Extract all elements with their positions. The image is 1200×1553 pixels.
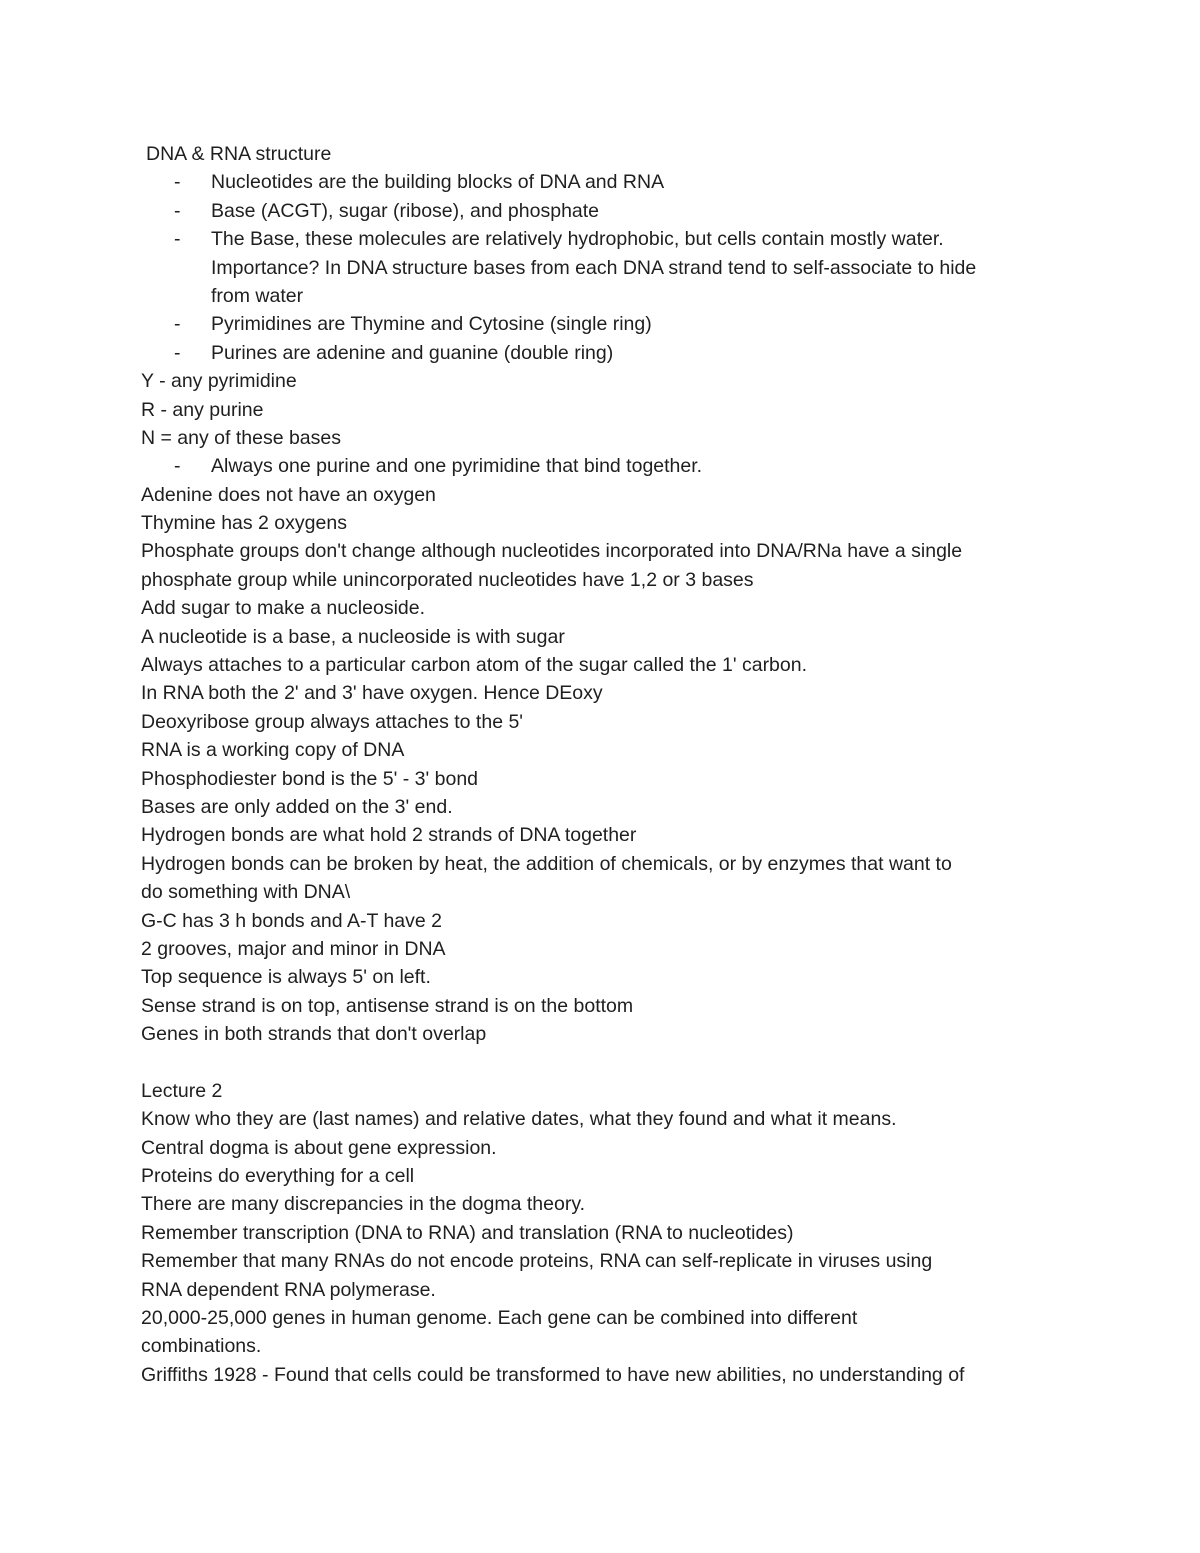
- bullet-continuation: Importance? In DNA structure bases from each DNA strand tend to self-associate to hide: [211, 256, 977, 279]
- dash-marker: -: [174, 341, 181, 364]
- dash-marker: -: [174, 199, 181, 222]
- text-line: N = any of these bases: [141, 426, 341, 449]
- text-line: In RNA both the 2' and 3' have oxygen. Hence DEoxy: [141, 682, 603, 705]
- text-line: Bases are only added on the 3' end.: [141, 795, 453, 818]
- bullet-item: [141, 339, 1071, 367]
- text-line: Adenine does not have an oxygen: [141, 483, 436, 506]
- text-line: R - any purine: [141, 398, 264, 421]
- text-line: combinations.: [141, 1335, 262, 1358]
- text-line: do something with DNA\: [141, 881, 351, 904]
- bullet-item: [141, 310, 1071, 338]
- text-line: Remember transcription (DNA to RNA) and translation (RNA to nucleotides): [141, 1221, 794, 1244]
- dash-marker: -: [174, 455, 181, 478]
- bullet-item: [141, 225, 1071, 253]
- text-line: Thymine has 2 oxygens: [141, 512, 347, 535]
- dash-marker: -: [174, 228, 181, 251]
- document-body: [141, 140, 1071, 1389]
- text-line: There are many discrepancies in the dogma theory.: [141, 1193, 586, 1216]
- text-line: Proteins do everything for a cell: [141, 1165, 415, 1188]
- text-line: Genes in both strands that don't overlap: [141, 1023, 487, 1046]
- text-line: Y - any pyrimidine: [141, 370, 297, 393]
- text-line: Remember that many RNAs do not encode proteins, RNA can self-replicate in viruses using: [141, 1250, 933, 1273]
- bullet-continuation: from water: [211, 284, 304, 307]
- section-title: DNA & RNA structure: [146, 143, 332, 165]
- text-line: Sense strand is on top, antisense strand is on the bottom: [141, 994, 634, 1017]
- text-line: Phosphodiester bond is the 5' - 3' bond: [141, 767, 479, 790]
- text-line: A nucleotide is a base, a nucleoside is with sugar: [141, 625, 565, 648]
- text-line: Always attaches to a particular carbon atom of the sugar called the 1' carbon.: [141, 654, 808, 677]
- text-line: G-C has 3 h bonds and A-T have 2: [141, 909, 442, 932]
- text-line: Hydrogen bonds can be broken by heat, the addition of chemicals, or by enzymes that want to: [141, 852, 952, 875]
- text-line: Top sequence is always 5' on left.: [141, 966, 431, 989]
- dash-marker: -: [174, 171, 181, 194]
- bullet-item: [141, 197, 1071, 225]
- blank-line: [141, 1049, 1071, 1077]
- bullet-text: The Base, these molecules are relatively hydrophobic, but cells contain mostly water.: [211, 228, 944, 251]
- text-line: Add sugar to make a nucleoside.: [141, 597, 426, 620]
- bullet-text: Base (ACGT), sugar (ribose), and phosphate: [211, 199, 600, 222]
- bullet-text: Purines are adenine and guanine (double ring): [211, 341, 614, 364]
- bullet-text: Pyrimidines are Thymine and Cytosine (single ring): [211, 313, 652, 336]
- text-line: Phosphate groups don't change although nucleotides incorporated into DNA/RNa have a single: [141, 540, 963, 563]
- bullet-text: Nucleotides are the building blocks of DNA and RNA: [211, 171, 665, 194]
- bullet-text: Always one purine and one pyrimidine that bind together.: [211, 455, 703, 478]
- text-line: 20,000-25,000 genes in human genome. Each gene can be combined into different: [141, 1307, 858, 1330]
- bullet-item: [141, 168, 1071, 196]
- text-line: RNA is a working copy of DNA: [141, 739, 405, 762]
- section-heading: Lecture 2: [141, 1079, 223, 1102]
- text-line: 2 grooves, major and minor in DNA: [141, 937, 446, 960]
- dash-marker: -: [174, 313, 181, 336]
- text-line: Hydrogen bonds are what hold 2 strands of DNA together: [141, 824, 637, 847]
- text-line: phosphate group while unincorporated nucleotides have 1,2 or 3 bases: [141, 568, 754, 591]
- text-line: Deoxyribose group always attaches to the 5': [141, 710, 524, 733]
- bullet-item: [141, 452, 1071, 480]
- text-line: Central dogma is about gene expression.: [141, 1136, 497, 1159]
- text-line: Know who they are (last names) and relative dates, what they found and what it means.: [141, 1108, 897, 1131]
- text-line: Griffiths 1928 - Found that cells could be transformed to have new abilities, no understanding of: [141, 1363, 965, 1386]
- text-line: RNA dependent RNA polymerase.: [141, 1278, 436, 1301]
